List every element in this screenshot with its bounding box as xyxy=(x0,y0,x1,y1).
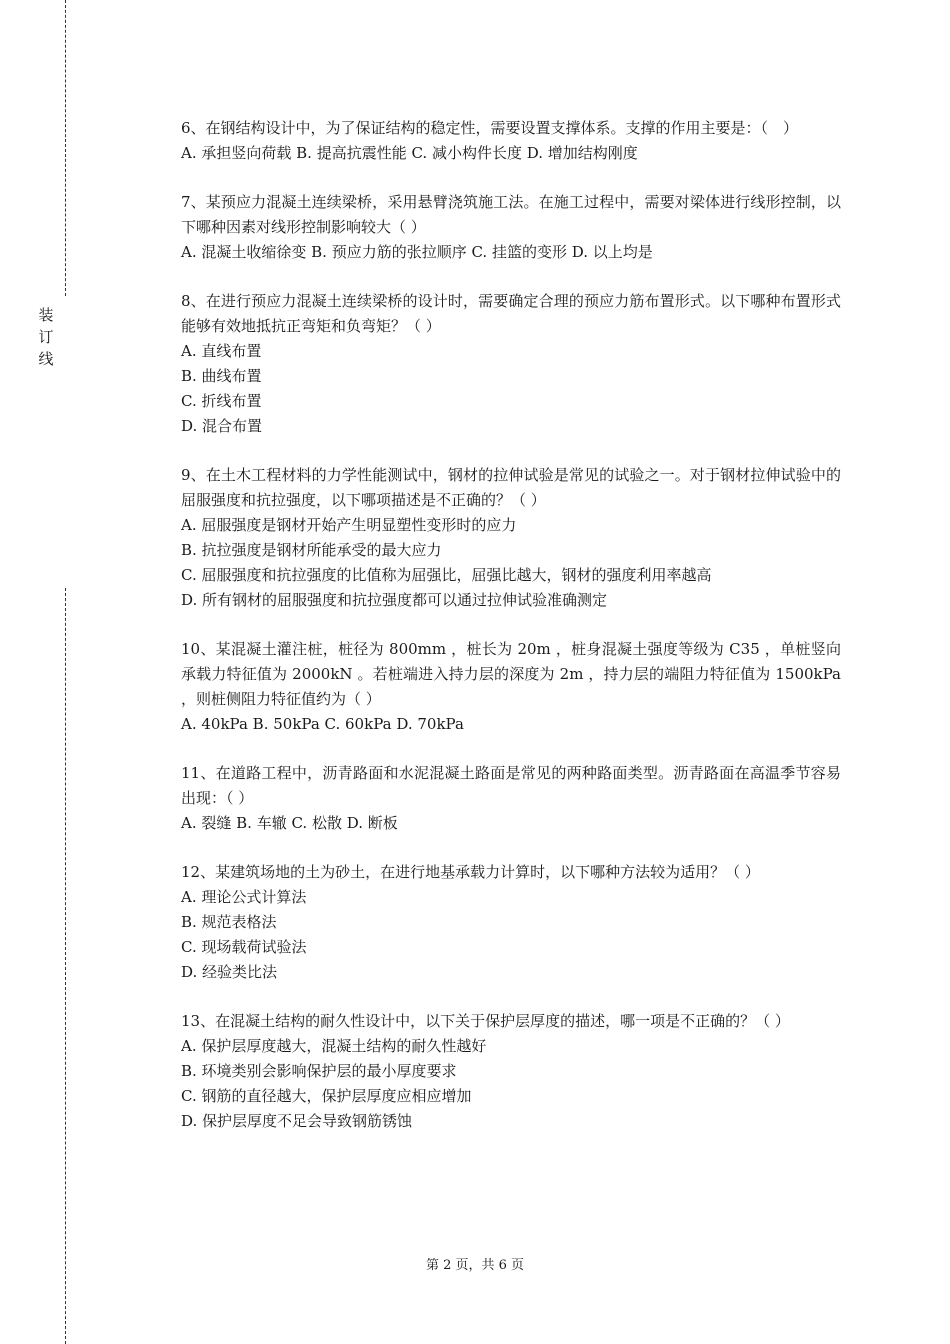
binding-char: 线 xyxy=(38,350,54,368)
question-13 xyxy=(181,1009,841,1134)
question-9 xyxy=(181,463,841,613)
question-12 xyxy=(181,860,841,985)
option-c: C. 折线布置 xyxy=(181,392,262,410)
question-7 xyxy=(181,190,841,265)
option-b: B. 规范表格法 xyxy=(181,913,277,931)
question-stem: 8、在进行预应力混凝土连续梁桥的设计时，需要确定合理的预应力筋布置形式。以下哪种布置形式能够有效地抵抗正弯矩和负弯矩？（ ） xyxy=(181,292,841,335)
option-a: A. 屈服强度是钢材开始产生明显塑性变形时的应力 xyxy=(181,516,517,534)
question-stem: 6、在钢结构设计中，为了保证结构的稳定性，需要设置支撑体系。支撑的作用主要是：（ ） xyxy=(181,119,799,137)
option-b: B. 抗拉强度是钢材所能承受的最大应力 xyxy=(181,541,442,559)
option-line: A. 承担竖向荷载 B. 提高抗震性能 C. 减小构件长度 D. 增加结构刚度 xyxy=(181,144,638,162)
page-footer: 第 2 页，共 6 页 xyxy=(425,1258,525,1273)
binding-dashed-line-bottom xyxy=(65,588,66,1344)
option-d: D. 保护层厚度不足会导致钢筋锈蚀 xyxy=(181,1112,413,1130)
option-d: D. 所有钢材的屈服强度和抗拉强度都可以通过拉伸试验准确测定 xyxy=(181,591,608,609)
option-line: A. 40kPa B. 50kPa C. 60kPa D. 70kPa xyxy=(181,715,464,733)
question-6 xyxy=(181,116,841,166)
question-11 xyxy=(181,761,841,836)
option-c: C. 钢筋的直径越大，保护层厚度应相应增加 xyxy=(181,1087,472,1105)
binding-char: 订 xyxy=(38,328,54,346)
binding-char: 装 xyxy=(38,306,54,324)
option-d: D. 经验类比法 xyxy=(181,963,278,981)
option-a: A. 理论公式计算法 xyxy=(181,888,307,906)
question-10 xyxy=(181,637,841,737)
binding-label xyxy=(36,304,56,370)
question-stem: 12、某建筑场地的土为砂土，在进行地基承载力计算时，以下哪种方法较为适用？（ ） xyxy=(181,863,760,881)
option-a: A. 保护层厚度越大，混凝土结构的耐久性越好 xyxy=(181,1037,487,1055)
binding-dashed-line-top xyxy=(65,0,66,296)
question-list xyxy=(181,116,841,1158)
option-b: B. 曲线布置 xyxy=(181,367,262,385)
option-b: B. 环境类别会影响保护层的最小厚度要求 xyxy=(181,1062,457,1080)
question-stem: 9、在土木工程材料的力学性能测试中，钢材的拉伸试验是常见的试验之一。对于钢材拉伸试验中的屈服强度和抗拉强度，以下哪项描述是不正确的？（ ） xyxy=(181,466,841,509)
question-stem: 10、某混凝土灌注桩，桩径为 800mm ，桩长为 20m ，桩身混凝土强度等级为 C35 ，单桩竖向承载力特征值为 2000kN 。若桩端进入持力层的深度为 2m ，持力层的端阻力特征值为 1500kPa ，则桩侧阻力特征值约为（ ） xyxy=(181,640,841,708)
option-c: C. 现场载荷试验法 xyxy=(181,938,307,956)
question-stem: 13、在混凝土结构的耐久性设计中，以下关于保护层厚度的描述，哪一项是不正确的？（ ） xyxy=(181,1012,790,1030)
question-stem: 11、在道路工程中，沥青路面和水泥混凝土路面是常见的两种路面类型。沥青路面在高温季节容易出现：（ ） xyxy=(181,764,841,807)
option-a: A. 直线布置 xyxy=(181,342,262,360)
option-d: D. 混合布置 xyxy=(181,417,263,435)
option-line: A. 裂缝 B. 车辙 C. 松散 D. 断板 xyxy=(181,814,398,832)
question-stem: 7、某预应力混凝土连续梁桥，采用悬臂浇筑施工法。在施工过程中，需要对梁体进行线形控制，以下哪种因素对线形控制影响较大（ ） xyxy=(181,193,841,236)
option-c: C. 屈服强度和抗拉强度的比值称为屈强比，屈强比越大，钢材的强度利用率越高 xyxy=(181,566,712,584)
option-line: A. 混凝土收缩徐变 B. 预应力筋的张拉顺序 C. 挂篮的变形 D. 以上均是 xyxy=(181,243,653,261)
question-8 xyxy=(181,289,841,439)
